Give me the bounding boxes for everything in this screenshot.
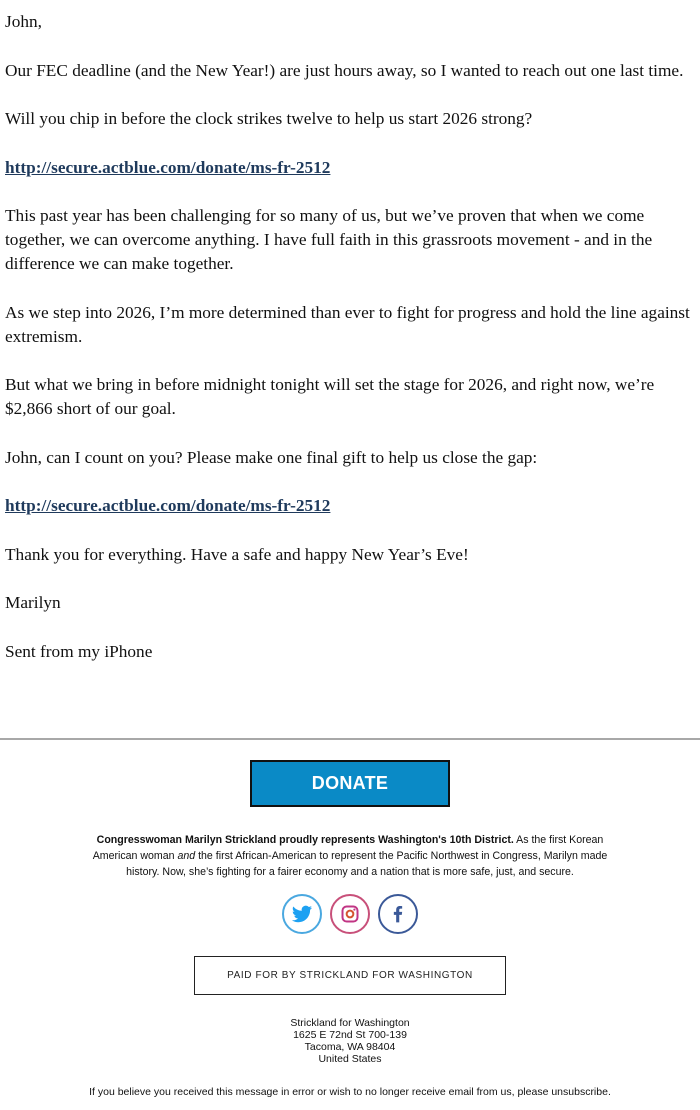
greeting: John,	[5, 12, 42, 31]
paragraph: Our FEC deadline (and the New Year!) are just hours away, so I wanted to reach out one last time.	[5, 60, 684, 80]
sent-from: Sent from my iPhone	[5, 641, 153, 661]
twitter-icon[interactable]	[282, 894, 322, 934]
paragraph: But what we bring in before midnight tonight will set the stage for 2026, and right now, we’re $2,866 short of our goal.	[5, 375, 655, 418]
address-line: 1625 E 72nd St 700-139	[293, 1029, 407, 1041]
address-line: Strickland for Washington	[290, 1017, 410, 1029]
facebook-icon[interactable]	[378, 894, 418, 934]
about-text	[75, 832, 625, 880]
about-text-1: As the first Korean American woman	[92, 834, 604, 862]
paragraph: Thank you for everything. Have a safe and happy New Year’s Eve!	[5, 544, 469, 564]
address-line: United States	[318, 1053, 382, 1065]
address-line: Tacoma, WA 98404	[304, 1041, 396, 1053]
paragraph: This past year has been challenging for so many of us, but we’ve proven that when we come together, we can overcome anything. I have full faith in this grassroots movement - and in the difference we can make together.	[5, 206, 653, 273]
signature: Marilyn	[5, 593, 61, 612]
paragraph: As we step into 2026, I’m more determined than ever to fight for progress and hold the line against extremism.	[5, 302, 690, 346]
email-body	[5, 10, 697, 688]
paragraph: John, can I count on you? Please make one final gift to help us close the gap:	[5, 447, 538, 467]
paragraph: Will you chip in before the clock strikes twelve to help us start 2026 strong?	[5, 109, 533, 128]
paid-for-disclaimer: PAID FOR BY STRICKLAND FOR WASHINGTON	[194, 956, 506, 995]
about-bold: Congresswoman Marilyn Strickland proudly represents Washington's 10th District.	[96, 834, 514, 846]
donate-button[interactable]: DONATE	[250, 760, 450, 807]
unsubscribe-text[interactable]: If you believe you received this message in error or wish to no longer receive email from us, please unsubscribe.	[89, 1086, 611, 1098]
mailing-address	[0, 1017, 700, 1065]
instagram-icon[interactable]	[330, 894, 370, 934]
donate-link[interactable]: http://secure.actblue.com/donate/ms-fr-2512	[5, 157, 331, 177]
about-em: and	[177, 850, 196, 862]
about-text-2: the first African-American to represent the Pacific Northwest in Congress, Marilyn made history. Now, she’s fighting for a fairer economy and a nation that is more safe, just, and secure.	[126, 850, 608, 878]
social-links	[0, 894, 700, 934]
divider	[0, 738, 700, 740]
donate-link[interactable]: http://secure.actblue.com/donate/ms-fr-2512	[5, 496, 331, 515]
